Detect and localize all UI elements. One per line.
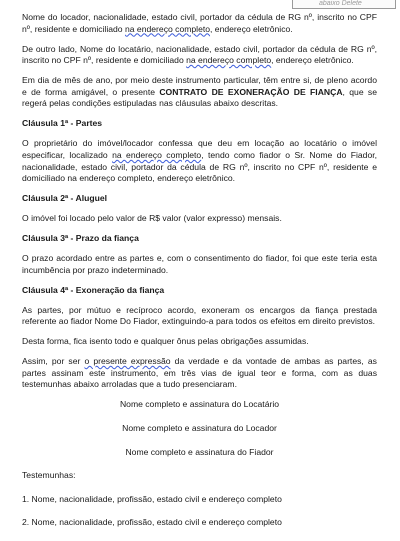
witnesses-label: Testemunhas: — [22, 470, 76, 481]
closing-text-end: da verdade e da vontade de ambas as partes, as partes assinam este instrumento, em três vias de igual teor e forma, com as duas testemunhas abaixo arroladas que a tudo presenciaram. — [22, 356, 377, 390]
contract-name: CONTRATO DE EXONERAÇÃO DE FIANÇA — [159, 86, 343, 97]
locatario-address-link: na endereço completo — [186, 55, 272, 66]
intro-text-end: , que se regerá pelas condições estipuladas nas cláusulas abaixo descritas. — [22, 86, 378, 109]
clause-1-text-end: , tendo como fiador o Sr. Nome do Fiador, nacionalidade, estado civil, portador da cédula de RG nº, inscrito no CPF nº, residente e domiciliado na endereço completo, endereço eletrônico. — [22, 149, 378, 184]
corner-label: abaixo Delete — [319, 0, 362, 7]
locador-text: Nome do locador, nacionalidade, estado civil, portador da cédula de RG nº, inscrito no CPF nº, residente e domiciliado — [22, 12, 377, 34]
witness-1: 1. Nome, nacionalidade, profissão, estado civil e endereço completo — [22, 493, 282, 504]
locatario-paragraph — [22, 44, 377, 67]
intro-paragraph — [22, 75, 377, 110]
signatures — [22, 399, 377, 458]
clause-1-text — [22, 138, 377, 184]
witness-2: 2. Nome, nacionalidade, profissão, estado civil e endereço completo — [22, 517, 282, 528]
locador-paragraph — [22, 12, 377, 35]
clause-4-text-2: Desta forma, fica isento todo e qualquer ônus pelas obrigações assumidas. — [22, 336, 309, 347]
clause-1-title: Cláusula 1ª - Partes — [22, 118, 103, 129]
signature-fiador: Nome completo e assinatura do Fiador — [125, 446, 274, 457]
locatario-text-end: , endereço eletrônico. — [271, 55, 354, 66]
closing-text: Assim, por ser — [22, 356, 85, 367]
clause-3-text: O prazo acordado entre as partes e, com o consentimento do fiador, foi que este teria esta incumbência por prazo indeterminado. — [22, 253, 377, 275]
clause-1-text-start: O proprietário do imóvel/locador confessa que deu em locação ao locatário o imóvel especificar, localizado — [22, 138, 377, 160]
clause-4-text: As partes, por mútuo e recíproco acordo, exoneram os encargos da fiança prestada referente ao fiador Nome Do Fiador, extinguindo-a para todos os efeitos em direito previstos. — [22, 304, 377, 327]
locatario-text: De outro lado, Nome do locatário, nacionalidade, estado civil, portador da cédula de RG nº, inscrito no CPF nº, residente e domiciliado — [22, 43, 377, 66]
signature-locador: Nome completo e assinatura do Locador — [122, 422, 277, 433]
locador-text-end: , endereço eletrônico. — [210, 23, 293, 34]
locador-address-link: na endereço completo — [124, 23, 211, 34]
clause-3-title: Cláusula 3ª - Prazo da fiança — [22, 233, 139, 244]
corner-label-box — [292, 0, 396, 9]
signature-locatario: Nome completo e assinatura do Locatário — [119, 399, 280, 410]
clause-1-address-link: na endereço completo — [112, 149, 202, 160]
clause-4-title: Cláusula 4ª - Exoneração da fiança — [22, 284, 165, 295]
contract-document — [22, 12, 377, 541]
clause-2-text: O imóvel foi locado pelo valor de R$ valor (valor expresso) mensais. — [22, 213, 282, 224]
closing-paragraph — [22, 356, 377, 391]
closing-phrase-link: o presente expressão — [84, 356, 171, 367]
clause-2-title: Cláusula 2ª - Aluguel — [22, 193, 107, 204]
intro-text: Em dia de mês de ano, por meio deste instrumento particular, têm entre si, de pleno acordo e de forma amigável, o presente — [22, 75, 377, 97]
